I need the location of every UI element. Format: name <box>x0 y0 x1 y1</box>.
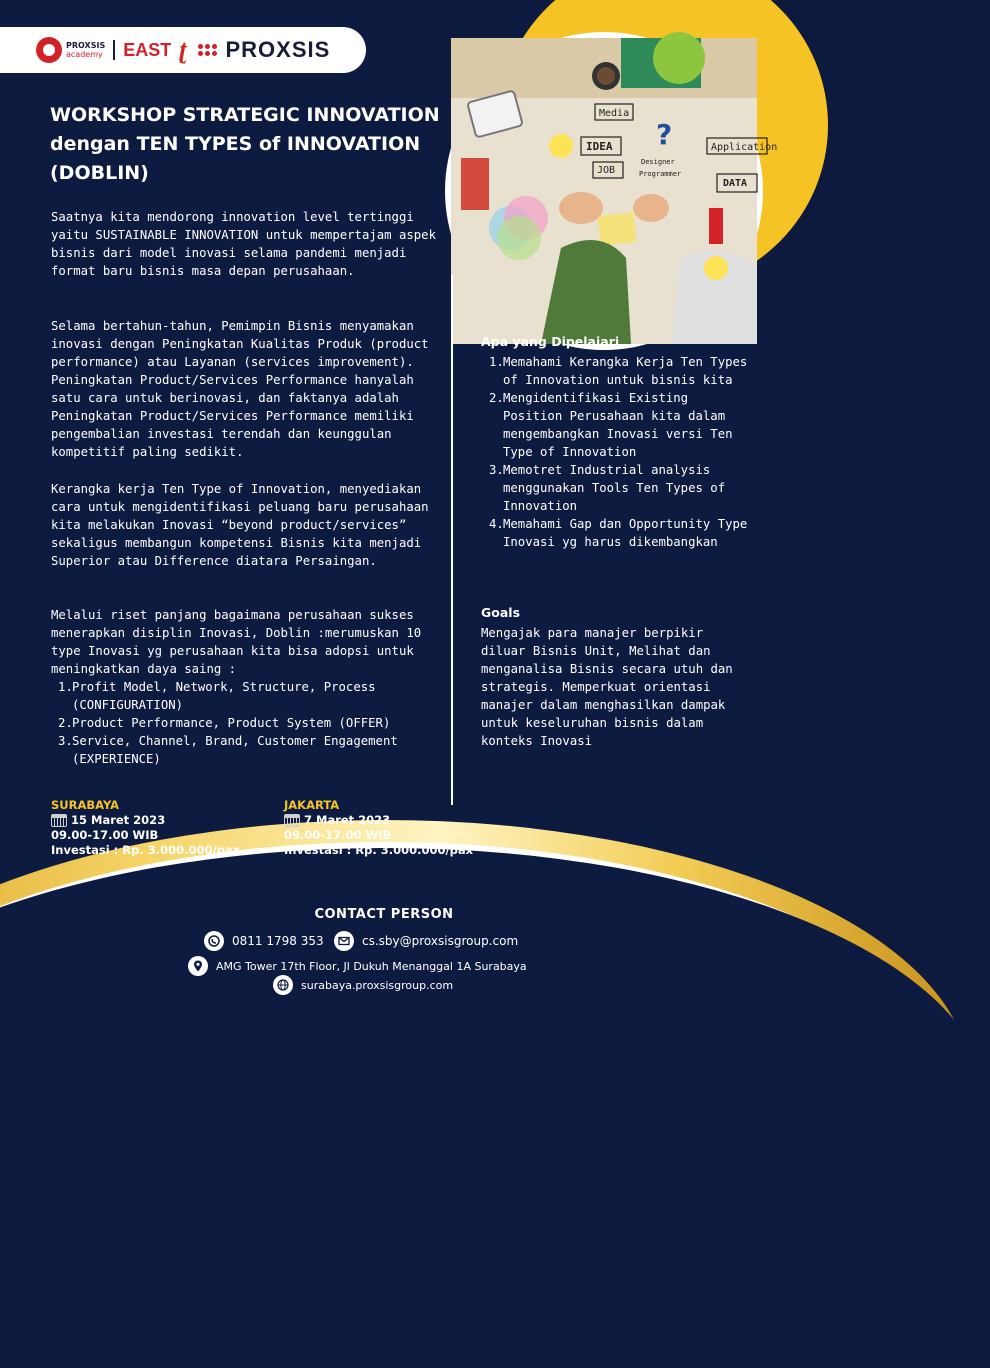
list-item <box>489 353 749 389</box>
contact-address <box>188 956 527 976</box>
hero-label-designer: Designer <box>641 158 675 166</box>
proxsis-dots-icon <box>198 44 217 56</box>
hero-label-application: Application <box>711 142 778 153</box>
list-text: Mengidentifikasi Existing Position Perusahaan kita dalam mengembangkan Inovasi versi Ten Type of Innovation <box>503 391 733 459</box>
proxsis-academy-logo <box>36 37 105 63</box>
address-text: AMG Tower 17th Floor, Jl Dukuh Menanggal 1A Surabaya <box>216 959 527 973</box>
event-price: Investasi : Rp. 3.000.000/pax <box>51 843 241 857</box>
event-city: JAKARTA <box>284 798 340 812</box>
t-mark-logo-icon: ʈ <box>179 35 187 64</box>
proxsis-academy-mark-icon <box>36 37 62 63</box>
goals-heading: Goals <box>481 605 521 620</box>
contact-email[interactable] <box>334 931 518 951</box>
website-url: surabaya.proxsisgroup.com <box>301 978 454 992</box>
list-text: Service, Channel, Brand, Customer Engagement (EXPERIENCE) <box>72 734 398 766</box>
list-number: 1. <box>489 355 504 369</box>
intro-paragraph: Selama bertahun-tahun, Pemimpin Bisnis menyamakan inovasi dengan Peningkatan Kualitas Produk (product performance) atau Layanan (services improvement). Peningkatan Product/Services Performance hanyalah satu cara untuk berinovasi, dan faktanya adalah Peningkatan Product/Services Performance memiliki pengembalian investasi terendah dan keunggulan kompetitif paling sedikit. <box>51 319 429 459</box>
academy-line1: PROXSIS <box>66 41 106 50</box>
list-item <box>58 714 438 732</box>
email-address: cs.sby@proxsisgroup.com <box>362 934 519 948</box>
list-text: Profit Model, Network, Structure, Process (CONFIGURATION) <box>72 680 376 712</box>
list-number: 2. <box>58 716 73 730</box>
email-icon <box>334 931 354 951</box>
intro-paragraph: Melalui riset panjang bagaimana perusahaan sukses menerapkan disiplin Inovasi, Doblin :merumuskan 10 type Inovasi yg perusahaan kita bisa adopsi untuk meningkatkan daya saing : <box>51 608 422 676</box>
hero-label-idea: IDEA <box>586 140 613 153</box>
event-date: 15 Maret 2023 <box>71 813 166 827</box>
globe-icon <box>273 975 293 995</box>
whatsapp-icon <box>204 931 224 951</box>
list-item <box>58 732 438 768</box>
logo-separator <box>113 40 115 60</box>
list-number: 1. <box>58 680 73 694</box>
list-number: 3. <box>489 463 504 477</box>
location-pin-icon <box>188 956 208 976</box>
academy-line2: academy <box>66 50 103 59</box>
hero-label-programmer: Programmer <box>639 170 682 178</box>
learn-list <box>489 353 749 551</box>
contact-title: CONTACT PERSON <box>314 907 454 922</box>
event-time: 09.00-17.00 WIB <box>284 828 392 842</box>
phone-number: 0811 1798 353 <box>232 934 324 948</box>
calendar-icon <box>284 814 300 827</box>
intro-paragraph: Saatnya kita mendorong innovation level tertinggi yaitu SUSTAINABLE INNOVATION untuk mempertajam aspek bisnis dari model inovasi selama pandemi menjadi format baru bisnis masa depan perusahaan. <box>51 210 436 278</box>
doblin-types-list <box>58 678 438 768</box>
east-logo: EAST <box>123 39 172 60</box>
learn-heading: Apa yang Dipelajari <box>481 334 620 349</box>
list-number: 2. <box>489 391 504 405</box>
event-jakarta <box>284 798 473 858</box>
list-item <box>489 389 749 461</box>
hero-label-question: ? <box>656 118 673 151</box>
list-text: Product Performance, Product System (OFFER) <box>72 716 391 730</box>
intro-paragraph: Kerangka kerja Ten Type of Innovation, menyediakan cara untuk mengidentifikasi peluang baru perusahaan kita melakukan Inovasi “beyond product/services” sekaligus membangun kompetensi Bisnis kita menjadi Superior atau Difference diatara Persaingan. <box>51 482 429 568</box>
hero-image <box>451 38 778 344</box>
list-item <box>58 678 438 714</box>
event-date: 7 Maret 2023 <box>304 813 391 827</box>
event-time: 09.00-17.00 WIB <box>51 828 159 842</box>
list-text: Memotret Industrial analysis menggunakan Tools Ten Types of Innovation <box>503 463 726 513</box>
hero-label-data: DATA <box>723 178 748 189</box>
event-surabaya <box>51 798 240 858</box>
page-title: WORKSHOP STRATEGIC INNOVATION dengan TEN TYPES of INNOVATION (DOBLIN) <box>50 104 440 184</box>
event-price: Investasi : Rp. 3.000.000/pax <box>284 843 474 857</box>
proxsis-logo: PROXSIS <box>225 37 331 62</box>
list-text: Memahami Gap dan Opportunity Type Inovasi yg harus dikembangkan <box>503 517 748 549</box>
list-number: 3. <box>58 734 73 748</box>
column-divider <box>451 275 453 805</box>
contact-website[interactable] <box>273 975 453 995</box>
list-item <box>489 515 749 551</box>
logo-bar <box>0 27 366 73</box>
contact-phone[interactable] <box>204 931 324 951</box>
hero-label-media: Media <box>599 108 630 119</box>
calendar-icon <box>51 814 67 827</box>
list-text: Memahami Kerangka Kerja Ten Types of Innovation untuk bisnis kita <box>503 355 748 387</box>
hero-label-job: JOB <box>597 165 616 176</box>
hero-image-frame <box>445 32 778 350</box>
list-item <box>489 461 749 515</box>
goals-text: Mengajak para manajer berpikir diluar Bisnis Unit, Melihat dan menganalisa Bisnis secara utuh dan strategis. Memperkuat orientasi manajer dalam menghasilkan dampak untuk keseluruhan bisnis dalam konteks Inovasi <box>481 626 733 748</box>
list-number: 4. <box>489 517 504 531</box>
event-city: SURABAYA <box>51 798 120 812</box>
